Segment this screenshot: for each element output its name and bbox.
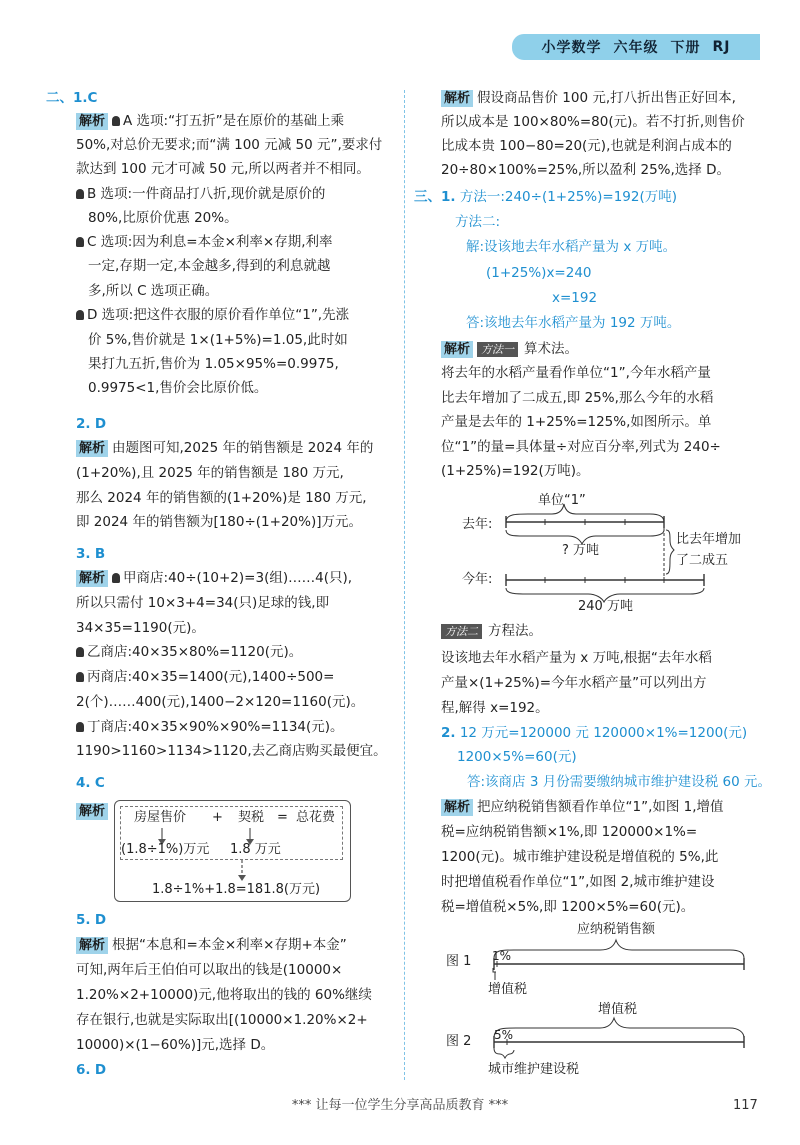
bulb-icon [76,672,84,682]
fig1-top-label: 应纳税销售额 [577,922,656,937]
m2-line: 产量×(1+25%)=今年水稻产量”可以列出方 [441,675,707,691]
q3-1-solve: 答:该地去年水稻产量为 192 万吨。 [466,315,681,331]
q2-1-line: 果打九五折,售价为 1.05×95%=0.9975, [88,356,339,372]
q2-1-heading: 二、1.C [46,90,98,106]
q2-1-line: 一定,存期一定,本金越多,得到的利息就越 [88,258,331,274]
jiexi-tag: 解析 [76,440,108,457]
method-tag: 方法二 [441,624,482,639]
q2-6-heading: 6. D [76,1062,107,1078]
fig2-pct: 5% [494,1028,514,1042]
q3-1-method2: 方法二: [455,214,501,230]
jiexi-tag: 解析 [441,799,473,816]
seg-unit-label: 单位“1” [538,493,586,508]
r-line: 解析 假设商品售价 100 元,打八折出售正好回本, [441,88,736,109]
fig1-pct: 1% [492,949,512,963]
q3-2-ex: 1200(元)。城市维护建设税是增值税的 5%,此 [441,849,719,865]
bulb-icon [76,647,84,657]
page-number: 117 [733,1098,758,1113]
q3-2-ex: 税=应纳税销售额×1%,即 120000×1%= [441,824,698,840]
q3-1-solve: x=192 [552,290,598,306]
q2-2-line: 那么 2024 年的销售额的(1+20%)是 180 万元, [76,490,367,506]
q2-4-bottom: 1.8÷1%+1.8=181.8(万元) [152,882,321,897]
q3-1-method1: 三、1. 方法一:240÷(1+25%)=192(万吨) [414,189,678,205]
q2-1-line: D 选项:把这件衣服的原价看作单位“1”,先涨 [76,305,349,325]
bulb-icon [76,189,84,199]
jiexi-tag: 解析 [441,90,473,107]
q2-1-line-0: 解析 A 选项:“打五折”是在原价的基础上乘 [76,111,344,132]
bulb-icon [76,310,84,320]
seg-note-1: 比去年增加 [676,532,742,547]
q2-3-line: 1190>1160>1134>1120,去乙商店购买最便宜。 [76,743,387,759]
q2-1-line: 多,所以 C 选项正确。 [88,283,219,299]
q2-1-line: 50%,对总价无要求;而“满 100 元减 50 元”,要求付 [76,137,383,153]
q2-3-heading: 3. B [76,546,106,562]
fig2-bottom-label: 城市维护建设税 [488,1062,580,1077]
q2-4-top-total: 总花费 [296,810,336,825]
q2-3-line: 2(个)……400(元),1400−2×120=1160(元)。 [76,694,365,710]
q2-4-top-eq: = [277,810,288,825]
bulb-icon [76,722,84,732]
bulb-icon [76,237,84,247]
fig2-label: 图 2 [446,1034,472,1049]
m1-line: 位“1”的量=具体量÷对应百分率,列式为 240÷ [441,439,721,455]
q3-2-line: 1200×5%=60(元) [457,749,577,765]
q3-2-ex: 时把增值税看作单位“1”,如图 2,城市维护建设 [441,874,715,890]
q3-2-ex: 解析 把应纳税销售额看作单位“1”,如图 1,增值 [441,797,724,818]
q2-3-line: 解析 甲商店:40÷(10+2)=3(组)……4(只), [76,568,352,589]
header-term: 下册 [670,40,701,56]
fig1-bottom-label: 增值税 [488,982,528,997]
seg-this-year: 今年: [462,572,493,587]
q2-5-heading: 5. D [76,912,107,928]
q2-2-line: (1+20%),且 2025 年的销售额是 180 万元, [76,465,344,481]
jiexi-tag: 解析 [76,803,108,820]
seg-total: 240 万吨 [578,599,633,614]
q2-1-line: C 选项:因为利息=本金×利率×存期,利率 [76,232,333,252]
r-line: 20÷80×100%=25%,所以盈利 25%,选择 D。 [441,162,730,178]
fig2-top-label: 增值税 [598,1002,638,1017]
bulb-icon [112,573,120,583]
r-line: 比成本贵 100−80=20(元),也就是利润占成本的 [441,138,732,154]
q2-3-line: 乙商店:40×35×80%=1120(元)。 [76,642,302,662]
q2-5-line: 解析 根据“本息和=本金×利率×存期+本金” [76,935,347,956]
method1-title: 解析 方法一 算术法。 [441,339,578,360]
m1-line: 比去年增加了二成五,即 25%,那么今年的水稻 [441,390,714,406]
q3-1-solve: (1+25%)x=240 [486,265,592,281]
page-header-badge [512,34,760,60]
q2-4-jiexi [76,801,112,822]
fig1-label: 图 1 [446,954,472,969]
q2-4-top-house: 房屋售价 [134,810,187,825]
q2-1-line: 款达到 100 元才可减 50 元,所以两者并不相同。 [76,161,370,177]
q3-2-answer: 答:该商店 3 月份需要缴纳城市维护建设税 60 元。 [467,774,771,790]
q2-1-line: 80%,比原价优惠 20%。 [88,210,238,226]
q2-4-top-plus: + [212,810,223,825]
m1-line: 产量是去年的 1+25%=125%,如图所示。单 [441,414,712,430]
column-divider [404,90,405,1080]
header-edition: RJ [712,39,731,55]
q2-4-heading: 4. C [76,775,105,791]
m1-line: (1+25%)=192(万吨)。 [441,463,590,479]
q2-2-heading: 2. D [76,416,107,432]
q2-1-line: 0.9975<1,售价会比原价低。 [88,380,268,396]
bulb-icon [112,116,120,126]
method2-title: 方法二 方程法。 [441,621,542,642]
header-grade: 六年级 [613,40,659,56]
q2-3-line: 34×35=1190(元)。 [76,620,205,636]
q2-5-line: 存在银行,也就是实际取出[(10000×1.20%×2+ [76,1012,368,1028]
q2-4-top-tax: 契税 [238,810,265,825]
m2-line: 设该地去年水稻产量为 x 万吨,根据“去年水稻 [441,650,712,666]
q3-2-line: 2. 12 万元=120000 元 120000×1%=1200(元) [441,725,748,741]
header-subject: 小学数学 [541,40,602,56]
seg-note-2: 了二成五 [676,553,729,568]
m1-line: 将去年的水稻产量看作单位“1”,今年水稻产量 [441,365,711,381]
jiexi-tag: 解析 [76,937,108,954]
q2-3-line: 所以只需付 10×3+4=34(只)足球的钱,即 [76,595,330,611]
q2-3-line: 丁商店:40×35×90%×90%=1134(元)。 [76,717,344,737]
q2-5-line: 1.20%×2+10000)元,他将取出的钱的 60%继续 [76,987,372,1003]
seg-last-year: 去年: [462,517,493,532]
seg-question: ? 万吨 [562,543,600,558]
jiexi-tag: 解析 [76,570,108,587]
footer-slogan: *** 让每一位学生分享高品质教育 *** [291,1098,509,1113]
m2-line: 程,解得 x=192。 [441,700,549,716]
q2-2-line: 解析 由题图可知,2025 年的销售额是 2024 年的 [76,438,373,459]
q2-3-line: 丙商店:40×35=1400(元),1400÷500= [76,667,334,687]
jiexi-tag: 解析 [441,341,473,358]
q2-4-mid2: 1.8 万元 [230,842,281,857]
q2-5-line: 可知,两年后王伯伯可以取出的钱是(10000× [76,962,343,978]
q2-1-line: 价 5%,售价就是 1×(1+5%)=1.05,此时如 [88,332,348,348]
method-tag: 方法一 [477,342,518,357]
q3-2-ex: 税=增值税×5%,即 1200×5%=60(元)。 [441,899,695,915]
jiexi-tag: 解析 [76,113,108,130]
q2-1-line: B 选项:一件商品打八折,现价就是原价的 [76,184,325,204]
q3-1-solve: 解:设该地去年水稻产量为 x 万吨。 [466,239,677,255]
q2-2-line: 即 2024 年的销售额为[180÷(1+20%)]万元。 [76,514,362,530]
r-line: 所以成本是 100×80%=80(元)。若不打折,则售价 [441,114,745,130]
q2-4-mid1: (1.8÷1%)万元 [121,842,210,857]
q2-5-line: 10000)×(1−60%)]元,选择 D。 [76,1037,275,1053]
